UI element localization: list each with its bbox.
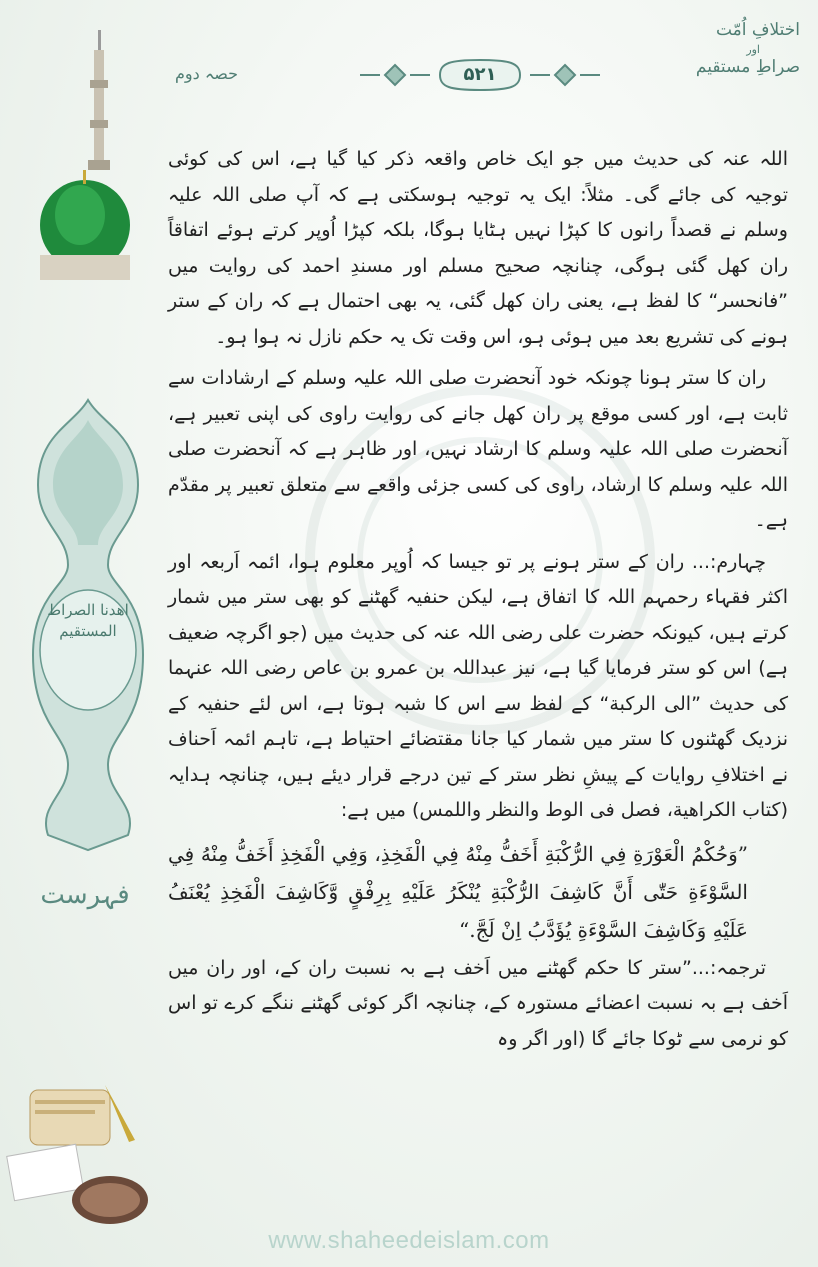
paragraph-3: چہارم:... ران کے ستر ہونے پر تو جیسا کہ اُوپر معلوم ہوا، ائمہ اَربعہ اور اکثر فقہاء رحمہم اللہ کا اتفاق ہے، لیکن حنفیہ گھٹنے کو بھی ستر میں شمار کرتے ہیں، کیونکہ حضرت علی رضی اللہ عنہ کی حدیث میں (جو اگرچہ ضعیف ہے) اس کو ستر فرمایا گیا ہے، نیز عبداللہ بن عمرو بن عاص رضی اللہ عنہما کی حدیث ”الی الرکبة“ کے لفظ سے اس کا شبہ ہوتا ہے، اس لئے حنفیہ کے نزدیک گھٹنوں کا ستر میں شمار کیا جانا مقتضائے احتیاط ہے، تاہم ائمہ اَحناف نے اختلافِ روایات کے پیشِ نظر ستر کے تین درجے قرار دیئے ہیں، چنانچہ ہدایہ (کتاب الکراهية، فصل فی الوط والنظر واللمس) میں ہے:	[168, 550, 788, 821]
section-label: حصہ دوم	[175, 64, 238, 83]
minaret-dome-icon	[40, 20, 130, 280]
translation: ترجمہ:...”ستر کا حکم گھٹنے میں اَخف ہے بہ نسبت ران کے، اور ران میں اَخف ہے بہ نسبت اعضائے مستورہ کے، چنانچہ اگر کوئی گھٹنے ننگے کرے تو اس کو نرمی سے ٹوکا جائے گا (اور اگر وہ	[168, 956, 788, 1050]
ornament-right-icon	[530, 62, 600, 88]
banner-calligraphy: اهدنا الصراط المستقيم	[47, 601, 129, 640]
index-link[interactable]: فہرست	[40, 880, 130, 910]
book-title-line1: اختلافِ اُمّت	[715, 20, 800, 40]
paragraph-2: ران کا ستر ہونا چونکہ خود آنحضرت صلی اللہ علیہ وسلم کے ارشادات سے ثابت ہے، اور کسی موقع پر ران کھل جانے کی روایت راوی کی اپنی تعبیر ہے، آنحضرت صلی اللہ علیہ وسلم کا ارشاد نہیں، اور ظاہر ہے کہ آنحضرت صلی اللہ علیہ وسلم کا ارشاد، راوی کی کسی جزئی واقعے سے متعلق تعبیر پر مقدّم ہے۔	[168, 367, 788, 531]
ornament-left-icon	[360, 62, 430, 88]
book-title-and: اور	[746, 42, 760, 56]
page-number: ۵۲۱	[463, 64, 497, 85]
page-content	[168, 142, 788, 1063]
sidebar	[0, 0, 150, 1267]
book-title	[660, 18, 800, 80]
page-number-badge	[430, 58, 530, 92]
website-url[interactable]: www.shaheedeislam.com	[268, 1227, 550, 1254]
arabic-quote: ”وَحُكْمُ الْعَوْرَةِ فِي الرُّكْبَةِ أَخَفُّ مِنْهُ فِي الْفَخِذِ، وَفِي الْفَخِذِ أَخَفُّ مِنْهُ فِي السَّوْءَةِ حَتّٰى أَنَّ كَاشِفَ الرُّكْبَةِ يُنْكَرُ عَلَيْهِ بِرِفْقٍ وَّكَاشِفَ الْفَخِذِ يُعْنَفُ عَلَيْهِ وَكَاشِفَ السَّوْءَةِ يُؤَدَّبُ اِنْ لَجَّ.“	[168, 841, 748, 942]
book-title-line2: صراطِ مستقیم	[695, 56, 800, 77]
scroll-quill-icon	[5, 1080, 155, 1230]
paragraph-1: اللہ عنہ کی حدیث میں جو ایک خاص واقعہ ذکر کیا گیا ہے، اس کی کوئی توجیہ کی جائے گی۔ مثلاً: ایک یہ توجیہ ہوسکتی ہے کہ آپ صلی اللہ علیہ وسلم نے قصداً رانوں کا کپڑا نہیں ہٹایا ہوگا، بلکہ کپڑا اُوپر کرتے ہوئے اتفاقاً ران کھل گئی ہوگی، چنانچہ صحیح مسلم اور مسندِ احمد کی روایت میں ”فانحسر“ کا لفظ ہے، یعنی ران کھل گئی، یہ بھی احتمال ہے کہ ران کے ستر ہونے کی تشریع بعد میں ہوئی ہو، اس وقت تک یہ حکم نازل نہ ہوا ہو۔	[168, 148, 788, 348]
